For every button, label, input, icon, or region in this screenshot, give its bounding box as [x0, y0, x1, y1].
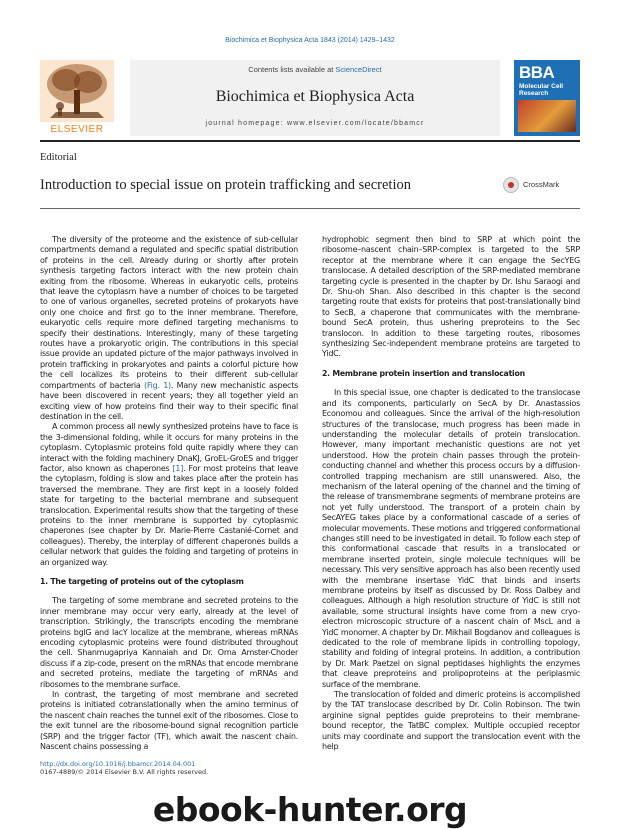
- journal-homepage: [130, 120, 500, 127]
- footer-doi-block: [40, 760, 208, 776]
- elsevier-wordmark: ELSEVIER: [50, 124, 104, 135]
- journal-masthead: [40, 60, 580, 138]
- body-column-right: [322, 235, 580, 753]
- section-heading: 1. The targeting of proteins out of the cytoplasm: [40, 577, 244, 586]
- section-heading: 2. Membrane protein insertion and translocation: [322, 368, 525, 378]
- journal-cover: [514, 60, 580, 136]
- doi-link[interactable]: http://dx.doi.org/10.1016/j.bbamcr.2014.04.001: [40, 760, 196, 768]
- cover-subtitle: Molecular Cell Research: [519, 83, 564, 97]
- journal-citation[interactable]: Biochimica et Biophysica Acta 1843 (2014) 1429–1432: [225, 37, 395, 44]
- paragraph: In this special issue, one chapter is dedicated to the translocase and its components, particularly on SecA by Dr. Anastassios Economou and colleagues. Since the arrival of the high-resolution structures of the translocase, much progress has been made in understanding the molecular details of protein translocation. However, many important mechanistic questions are not yet understood. How the protein chain passes through the protein-conducting channel and whether this process occurs by a diffusion-controlled trapping mechanism are still unanswered. Also, the mechanism of the lateral opening of the channel and the timing of the release of transmembrane segments of membrane proteins are not yet fully understood. The transport of a protein chain by SecAYEG takes place by a conformational cascade of a series of molecular movements. These motions and triggered conformational changes still need to be investigated in detail. To follow each step of this conformational cascade that results in a translocated or membrane inserted protein, single molecule techniques will be necessary. This very sensitive approach has also been recently used with the membrane insertase YidC that binds and inserts membrane proteins by itself as discussed by Dr. Ross Dalbey and colleagues. Although a high resolution structure of YidC is still not available, some structural insights have come from a new cryo-electron microscopic structure of a nascent chain of MscL and a YidC monomer. A chapter by Dr. Mikhail Bogdanov and colleagues is dedicated to the role of membrane lipids in controlling topology, stability and folding of integral proteins. In addition, a contribution by Dr. Mark Paetzel on signal peptidases highlights the enzymes that cleave preproteins and prolipoproteins at the periplasmic surface of the membrane.: [322, 388, 580, 689]
- citation-ref-link[interactable]: [1]: [172, 463, 184, 473]
- elsevier-tree-logo: [40, 60, 114, 130]
- homepage-prefix: journal homepage:: [205, 120, 287, 127]
- body-column-left: [40, 235, 298, 753]
- crossmark-icon: [503, 177, 519, 193]
- cover-title: BBA: [519, 63, 555, 82]
- journal-name: Biochimica et Biophysica Acta: [215, 88, 415, 105]
- journal-info-box: [130, 60, 500, 136]
- figure-ref-link[interactable]: (Fig. 1): [144, 380, 171, 390]
- homepage-link[interactable]: www.elsevier.com/locate/bbamcr: [286, 120, 425, 127]
- article-title: Introduction to special issue on protein trafficking and secretion: [40, 177, 411, 193]
- contents-line: [130, 65, 500, 74]
- paragraph: hydrophobic segment then bind to SRP at which point the ribosome–nascent chain–SRP-complex is targeted to the SRP receptor at the membrane where it can engage the SecYEG translocase. A detailed description of the SRP-mediated membrane targeting cycle is presented in the chapter by Dr. Ishu Saraogi and Dr. Shu-oh Shan. Also described in this chapter is the second targeting route that exists for proteins that post-translationally bind to SecB, a chaperone that communicates with the membrane-bound SecA protein, thus ushering preproteins to the Sec translocon. In addition to these targeting routes, ribosomes synthesizing Sec-independent membrane proteins are targeted to YidC.: [322, 235, 580, 359]
- title-rule: [40, 208, 580, 209]
- contents-prefix: Contents lists available at: [248, 65, 336, 74]
- paragraph: In contrast, the targeting of most membrane and secreted proteins is initiated cotranslationally when the amino terminus of the nascent chain reaches the tunnel exit of the ribosomes. Close to the exit tunnel are the ribosome-bound signal recognition particle (SRP) and the trigger factor (TF), which await the nascent chain. Nascent chains possessing a: [40, 690, 298, 752]
- paragraph: The translocation of folded and dimeric proteins is accomplished by the TAT translocase described by Dr. Colin Robinson. The twin arginine signal peptides guide preproteins to their membrane-bound receptor, the TatBC complex. Multiple occupied receptor units may coordinate and support the translocation event with the help: [322, 690, 580, 752]
- paragraph: The targeting of some membrane and secreted proteins to the inner membrane may occur very early, already at the level of transcription. Strikingly, the transcripts encoding the membrane proteins bglG and lacY localize at the membrane, whereas mRNAs encoding cytoplasmic proteins were found distributed throughout the cell. Shanmugapriya Kannaiah and Dr. Orna Amster-Choder discuss if a zip-code, present on the mRNAs that encode membrane and secreted proteins, mediate the targeting of mRNAs and ribosomes to the membrane surface.: [40, 596, 298, 689]
- crossmark-badge[interactable]: [503, 176, 579, 194]
- cover-image: [518, 100, 576, 132]
- copyright-text: 0167-4889/© 2014 Elsevier B.V. All rights reserved.: [40, 768, 209, 776]
- paragraph: A common process all newly synthesized proteins have to face is the 3-dimensional folding, while it occurs for many proteins in the cytoplasm. Cytoplasmic proteins fold quite rapidly where they can interact with the folding machinery DnaKJ, GroEL-GroES and trigger factor, also known as chaperones [1]. For most proteins that leave the cytoplasm, folding is slow and takes place after the protein has traversed the membrane. They are first kept in a loosely folded state for targeting to the bacterial membrane and subsequent translocation. Experimental results show that the targeting of these proteins to the inner membrane is supported by cytoplasmic chaperones (see chapter by Dr. Marie-Pierre Castanié-Cornet and colleagues). Thereby, the interplay of different chaperones builds a cellular network that guides the folding and targeting of proteins in an organized way.: [40, 422, 299, 567]
- sciencedirect-link[interactable]: ScienceDirect: [335, 65, 382, 74]
- article-section: Editorial: [40, 152, 77, 163]
- watermark: ebook-hunter.org: [152, 790, 468, 829]
- paragraph: The diversity of the proteome and the existence of sub-cellular compartments demand a regulated and specific spatial distribution of proteins in the cell. Already during or shortly after protein synthesis targeting factors interact with the new protein chain exiting from the ribosome. Whereas in eukaryotic cells, proteins that leave the cytoplasm have a number of choices to be targeted to one of various organelles, secreted proteins of prokaryots have only one choice and first go to the inner membrane. Therefore, eukaryotic cells require more defined targeting mechanisms to specify their destinations. Interestingly, many of these targeting routes have a prokaryotic origin. The contributions in this special issue provide an updated picture of the major pathways involved in protein trafficking in prokaryotes and paints a colorful picture how the cell localizes its proteins to their different sub-cellular compartments of bacteria (Fig. 1). Many new mechanistic aspects have been discovered in recent years; they all together yield an exciting view of how proteins find their way to their specific final destination in the cell.: [40, 235, 298, 421]
- header-rule: [40, 140, 580, 142]
- crossmark-label: CrossMark: [523, 180, 560, 189]
